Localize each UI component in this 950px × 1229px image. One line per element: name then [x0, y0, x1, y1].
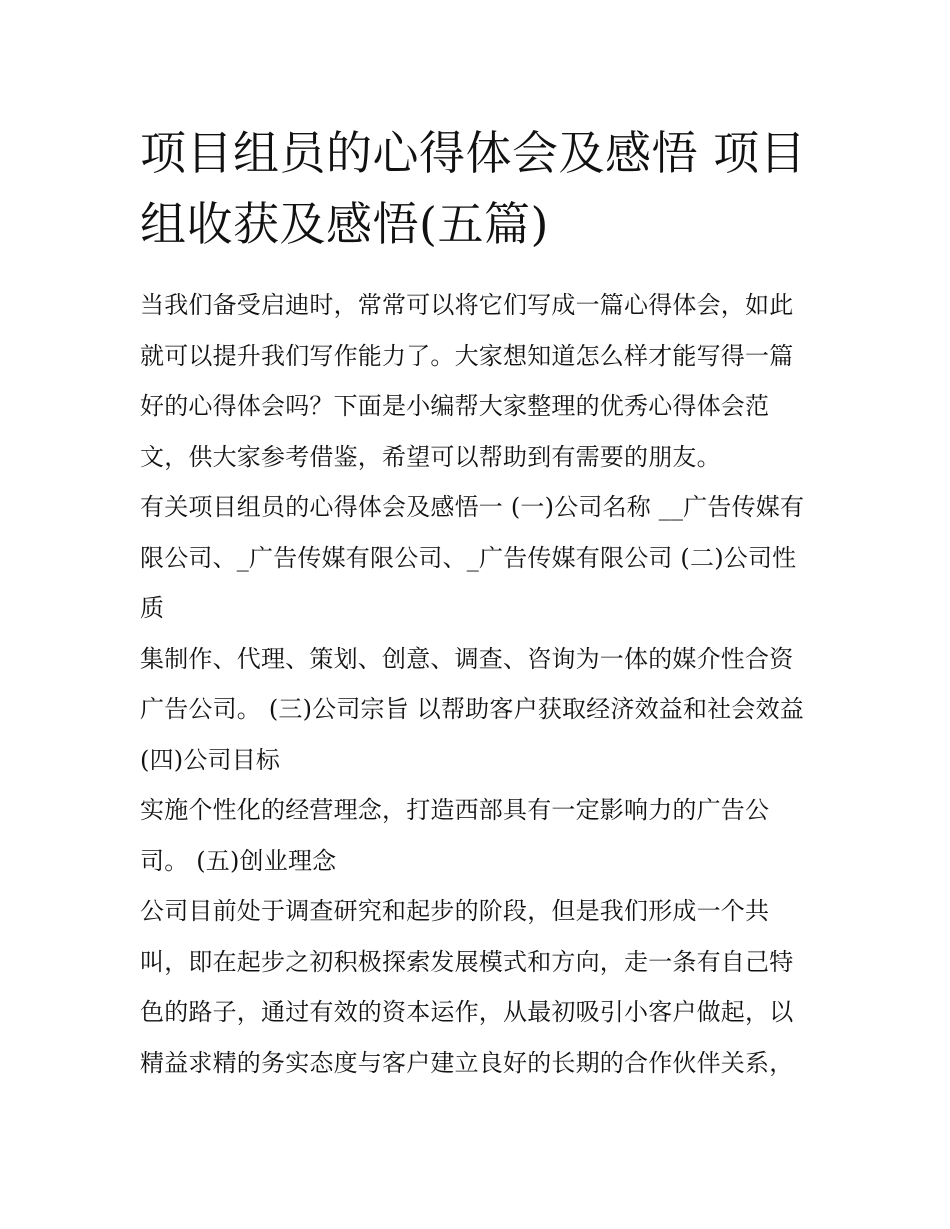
paragraph-company-goal: 实施个性化的经营理念，打造西部具有一定影响力的广告公司。 (五)创业理念 [140, 796, 770, 875]
document-body [140, 118, 812, 1088]
paragraph-intro: 当我们备受启迪时，常常可以将它们写成一篇心得体会，如此就可以提升我们写作能力了。大家想知道怎么样才能写得一篇好的心得体会吗？下面是小编帮大家整理的优秀心得体会范文，供大家参考借鉴，希望可以帮助到有需要的朋友。 [140, 291, 794, 471]
document-title: 项目组员的心得体会及感悟 项目组收获及感悟(五篇) [140, 126, 807, 251]
paragraph-business-idea: 公司目前处于调查研究和起步的阶段，但是我们形成一个共叫，即在起步之初积极探索发展模式和方向，走一条有自己特色的路子，通过有效的资本运作，从最初吸引小客户做起，以精益求精的务实态度与客户建立良好的长期的合作伙伴关系， [140, 897, 794, 1077]
paragraph-company-name: 有关项目组员的心得体会及感悟一 (一)公司名称 __广告传媒有限公司、_广告传媒有限公司、_广告传媒有限公司 (二)公司性质 [140, 493, 805, 622]
paragraph-company-nature: 集制作、代理、策划、创意、调查、咨询为一体的媒介性合资广告公司。 (三)公司宗旨 以帮助客户获取经济效益和社会效益 (四)公司目标 [140, 644, 804, 774]
